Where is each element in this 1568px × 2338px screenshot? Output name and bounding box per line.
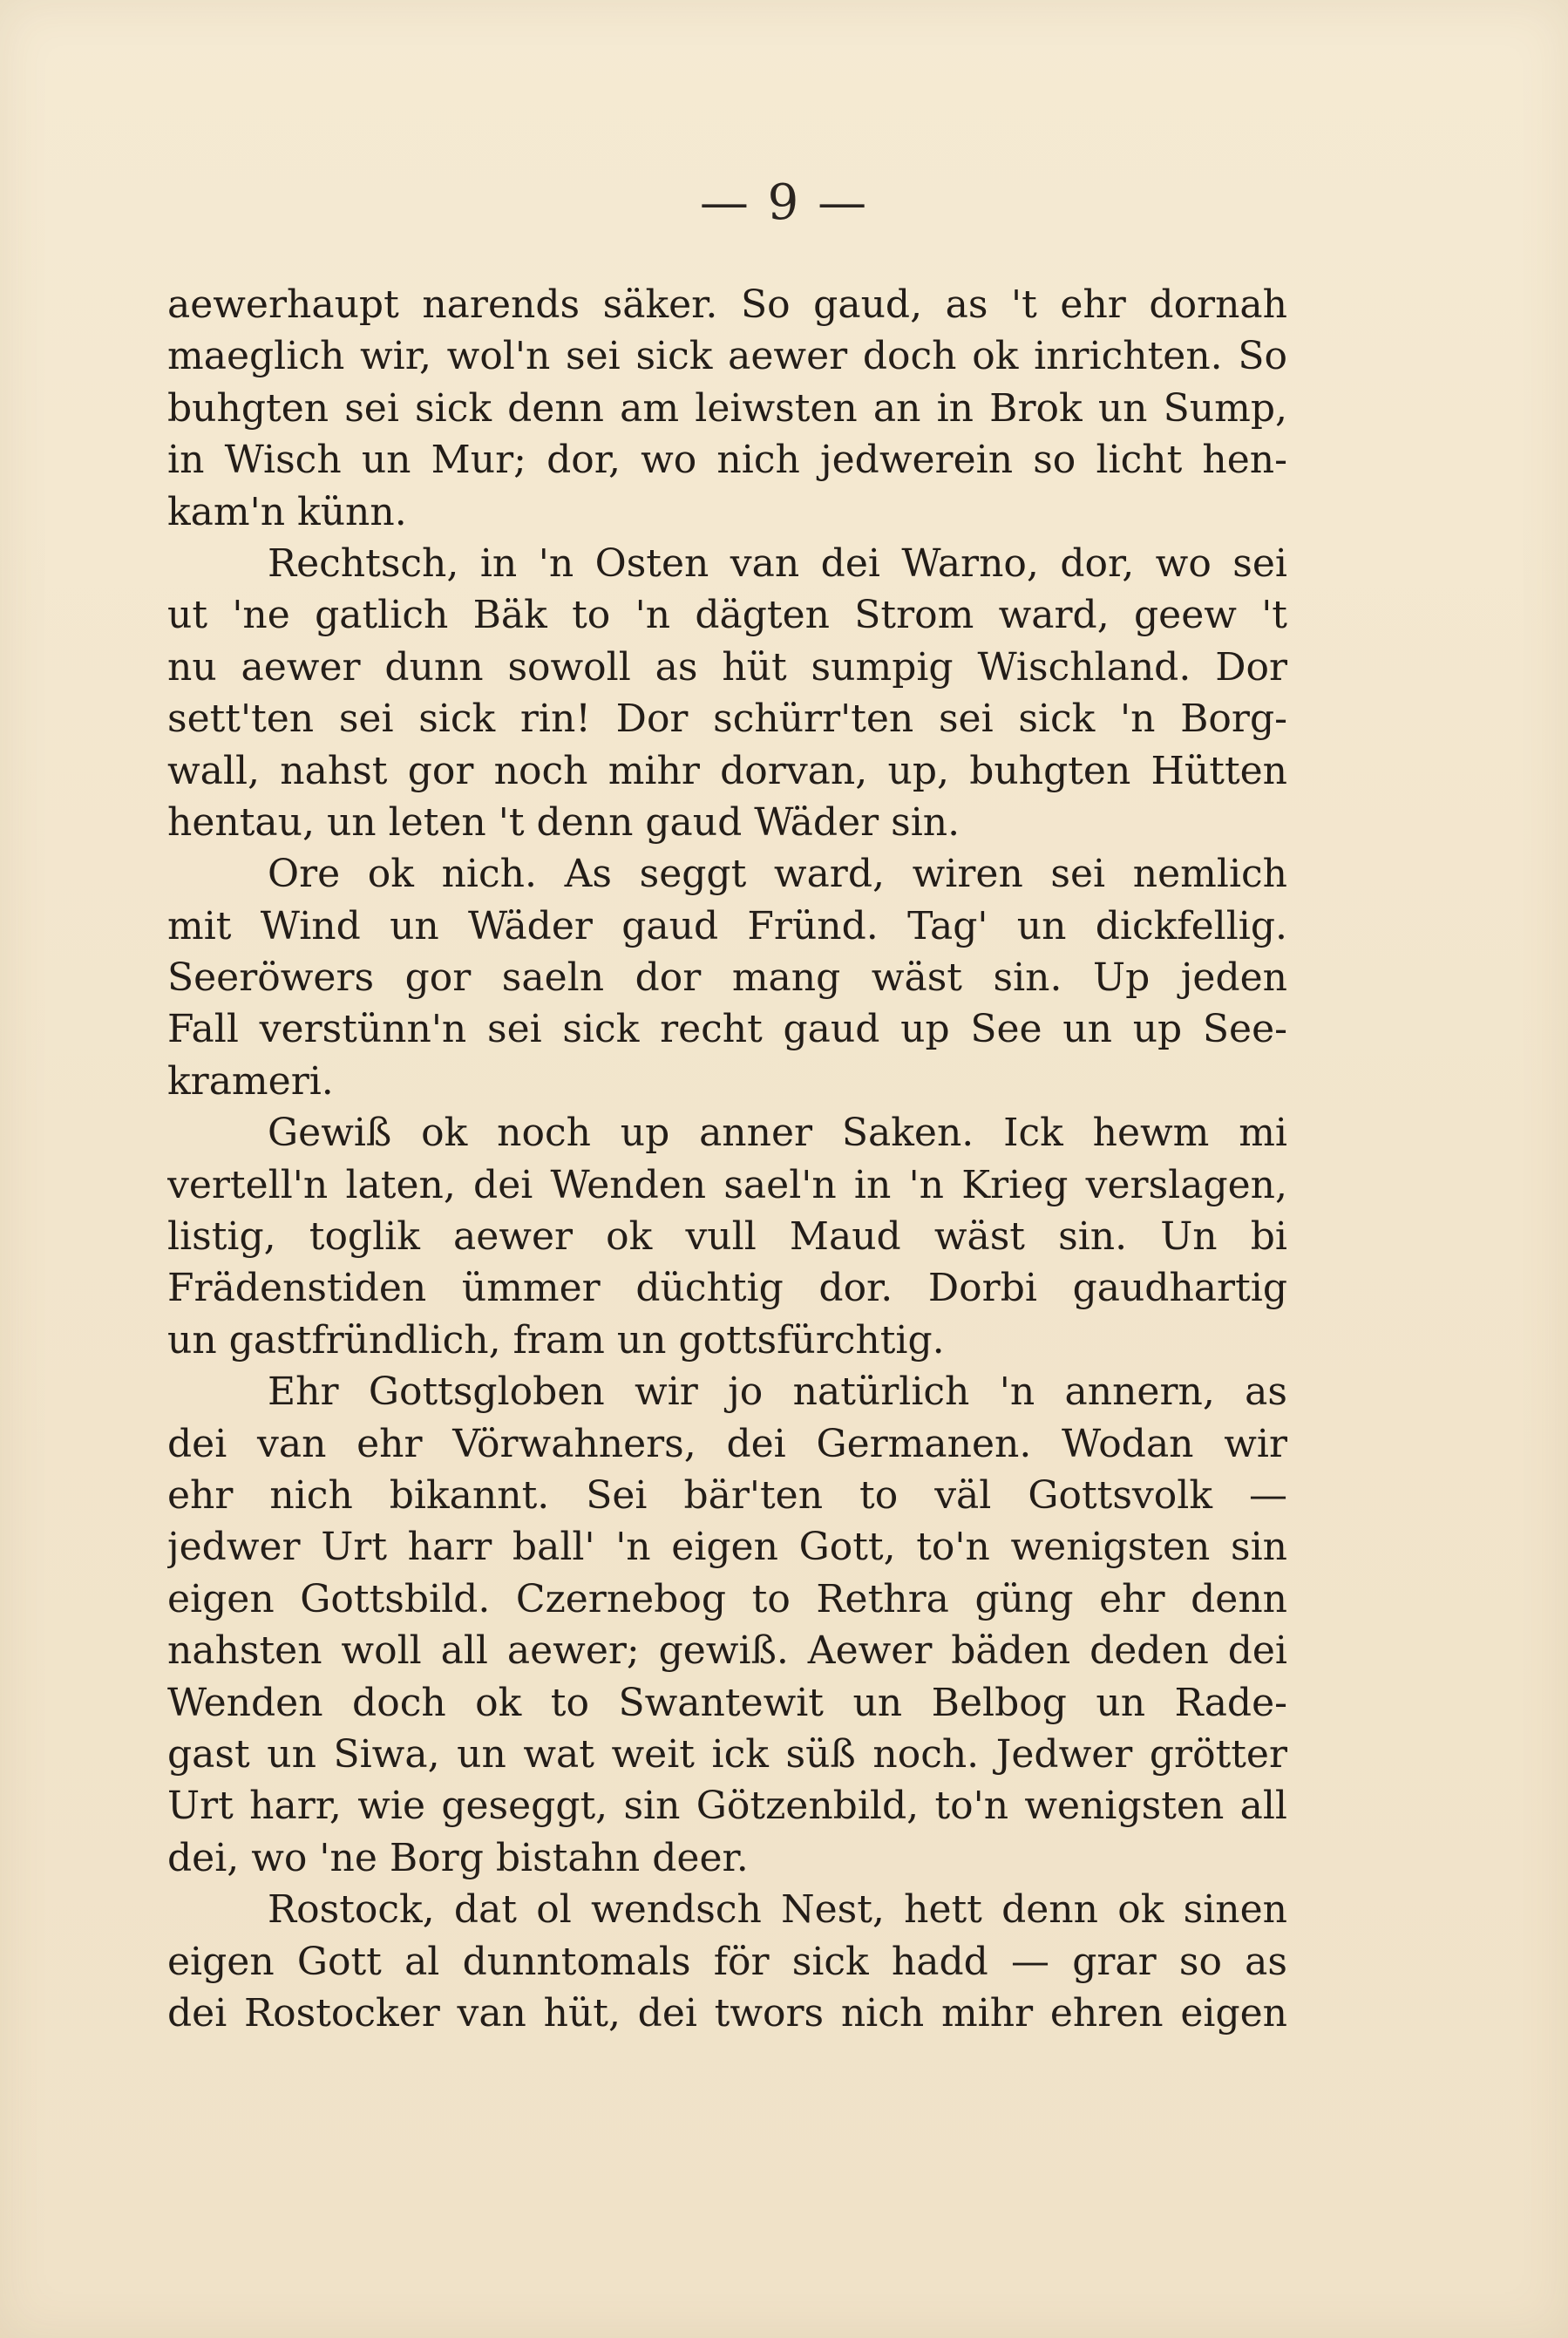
text-line: un gastfründlich, fram un gottsfürchtig. — [167, 1317, 945, 1363]
text-line: krameri. — [167, 1058, 334, 1104]
text-line: Wenden doch ok to Swantewit un Belbog un Rade- — [167, 1680, 1287, 1725]
text-line: dei, wo 'ne Borg bistahn deer. — [167, 1835, 749, 1880]
text-line: Urt harr, wie geseggt, sin Götzenbild, to'n wenigsten all — [167, 1784, 1287, 1829]
text-line: gast un Siwa, un wat weit ick süß noch. Jedwer grötter — [167, 1731, 1287, 1777]
text-line: nahsten woll all aewer; gewiß. Aewer bäden deden dei — [167, 1628, 1287, 1674]
text-line: Gewiß ok noch up anner Saken. Ick hewm mi — [268, 1111, 1287, 1156]
text-line: listig, toglik aewer ok vull Maud wäst sin. Un bi — [167, 1214, 1287, 1260]
text-line: Frädenstiden ümmer düchtig dor. Dorbi gaudhartig — [167, 1266, 1287, 1311]
text-line: jedwer Urt harr ball' 'n eigen Gott, to'n wenigsten sin — [167, 1525, 1287, 1570]
text-line: nu aewer dunn sowoll as hüt sumpig Wischland. Dor — [167, 644, 1287, 690]
text-line: Rechtsch, in 'n Osten van dei Warno, dor, wo sei — [268, 540, 1287, 586]
paragraph — [167, 538, 1287, 848]
text-line: Ore ok nich. As seggt ward, wiren sei nemlich — [268, 852, 1287, 897]
paragraph — [167, 1107, 1287, 1366]
paragraph — [167, 1366, 1287, 1884]
text-line: sett'ten sei sick rin! Dor schürr'ten sei sick 'n Borg- — [167, 697, 1287, 742]
text-line: aewerhaupt narends säker. So gaud, as 't ehr dornah — [167, 282, 1287, 327]
text-line: ehr nich bikannt. Sei bär'ten to väl Gottsvolk — — [167, 1472, 1287, 1518]
text-line: hentau, un leten 't denn gaud Wäder sin. — [167, 799, 960, 845]
body-text — [167, 279, 1287, 2039]
text-line: dei van ehr Vörwahners, dei Germanen. Wodan wir — [167, 1421, 1287, 1466]
text-line: mit Wind un Wäder gaud Fründ. Tag' un dickfellig. — [167, 903, 1287, 948]
paragraph — [167, 848, 1287, 1107]
text-line: Ehr Gottsgloben wir jo natürlich 'n annern, as — [268, 1369, 1287, 1415]
text-line: wall, nahst gor noch mihr dorvan, up, buhgten Hütten — [167, 748, 1287, 793]
text-line: kam'n künn. — [167, 489, 407, 534]
text-line: ut 'ne gatlich Bäk to 'n dägten Strom ward, geew 't — [167, 593, 1287, 638]
text-line: Seeröwers gor saeln dor mang wäst sin. Up jeden — [167, 955, 1287, 1001]
paragraph — [167, 279, 1287, 538]
page-number: — 9 — — [699, 174, 869, 231]
text-line: buhgten sei sick denn am leiwsten an in Brok un Sump, — [167, 385, 1287, 431]
text-line: maeglich wir, wol'n sei sick aewer doch ok inrichten. So — [167, 334, 1287, 379]
text-line: in Wisch un Mur; dor, wo nich jedwerein so licht hen- — [167, 438, 1287, 483]
text-line: Fall verstünn'n sei sick recht gaud up See un up See- — [167, 1007, 1287, 1052]
text-line: Rostock, dat ol wendsch Nest, hett denn ok sinen — [268, 1887, 1287, 1933]
paragraph — [167, 1884, 1287, 2039]
text-line: dei Rostocker van hüt, dei twors nich mihr ehren eigen — [167, 1990, 1287, 2036]
text-line: eigen Gottsbild. Czernebog to Rethra güng ehr denn — [167, 1576, 1287, 1621]
text-line: vertell'n laten, dei Wenden sael'n in 'n Krieg verslagen, — [167, 1162, 1287, 1207]
text-line: eigen Gott al dunntomals för sick hadd — grar so as — [167, 1939, 1287, 1984]
